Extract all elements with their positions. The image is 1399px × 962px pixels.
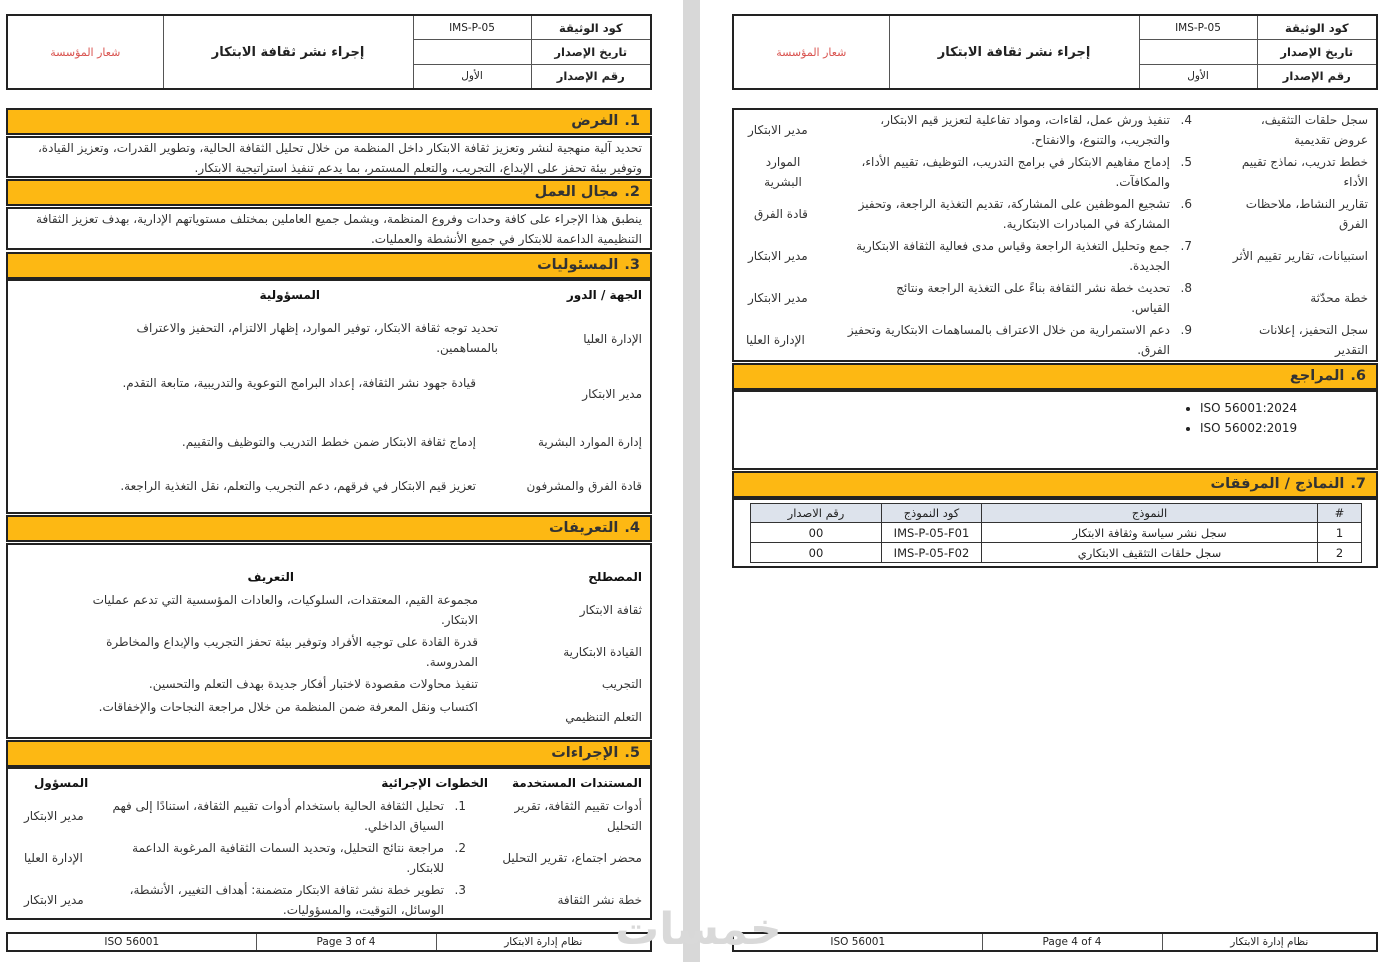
procedure-step-number: 1.	[454, 799, 466, 813]
procedure-step-cell: تحليل الثقافة الحالية باستخدام أدوات تقييم الثقافة، استنادًا إلى فهم السياق الداخلي.	[112, 799, 444, 833]
section-definitions-body	[6, 543, 652, 739]
role-cell: الإدارة العليا	[583, 332, 642, 346]
procedure-step-number: 7.	[1180, 239, 1192, 253]
procedure-owner-cell: مدير الابتكار	[24, 893, 84, 907]
procedure-docs-cell: سجل حلقات التثقيف، عروض تقديمية	[1260, 113, 1368, 147]
form-number: 1	[1318, 523, 1362, 543]
form-version: 00	[751, 523, 882, 543]
footer-standard: ISO 56001	[733, 933, 982, 951]
footer-page-number: Page 4 of 4	[982, 933, 1162, 951]
section-scope-body	[6, 207, 652, 250]
procedure-step-cell: تحديث خطة نشر الثقافة بناءً على التغذية الراجعة ونتائج القياس.	[896, 281, 1170, 315]
form-name[interactable]: سجل حلقات التثقيف الابتكاري	[982, 543, 1318, 563]
form-name[interactable]: سجل نشر سياسة وثقافة الابتكار	[982, 523, 1318, 543]
procedure-docs-cell: تقارير النشاط، ملاحظات الفرق	[1245, 197, 1368, 231]
procedure-step-cell: تشجيع الموظفين على المشاركة، تقديم التغذية الراجعة، وتحفيز المشاركة في المبادرات الابتكارية.	[858, 197, 1170, 231]
form-number: 2	[1318, 543, 1362, 563]
section-scope-heading: 2.مجال العمل	[6, 179, 652, 206]
col-owner-header: المسؤول	[34, 776, 89, 790]
reference-item: • ISO 56001:2024	[1200, 398, 1297, 418]
col-role-header: الجهة / الدور	[566, 288, 642, 302]
document-title: إجراء نشر ثقافة الابتكار	[163, 15, 413, 89]
doc-code: IMS-P-05	[413, 15, 531, 40]
procedure-step-cell: دعم الاستمرارية من خلال الاعتراف بالمساهمات الابتكارية وتحفيز الفرق.	[847, 323, 1170, 357]
procedure-step-cell: تطوير خطة نشر ثقافة الابتكار متضمنة: أهداف التغيير، الأنشطة، الوسائل، التوقيت، والمسؤوليات.	[129, 883, 444, 917]
procedure-owner-cell: مدير الابتكار	[24, 809, 84, 823]
procedure-step-number: 6.	[1180, 197, 1192, 211]
section-responsibilities-heading: 3.المسئوليات	[6, 252, 652, 279]
organization-logo: شعار المؤسسة	[7, 15, 163, 89]
footer-page-number: Page 3 of 4	[256, 933, 436, 951]
form-version: 00	[751, 543, 882, 563]
procedure-step-cell: جمع وتحليل التغذية الراجعة وقياس مدى فعالية الثقافة الابتكارية الجديدة.	[856, 239, 1170, 273]
section-procedures-continued	[732, 108, 1378, 362]
forms-col-name: النموذج	[982, 504, 1318, 523]
role-cell: مدير الابتكار	[582, 387, 642, 401]
role-cell: قادة الفرق والمشرفون	[526, 479, 642, 493]
section-definitions-heading: 4.التعريفات	[6, 515, 652, 542]
procedure-docs-cell: خطة محدّثة	[1310, 291, 1368, 305]
table-row	[751, 523, 1362, 543]
page-gap	[683, 0, 700, 962]
definition-cell: قدرة القادة على توجيه الأفراد وتوفير بيئة تحفز التجريب والإبداع والمخاطرة المدروسة.	[106, 635, 478, 669]
definition-cell: مجموعة القيم، المعتقدات، السلوكيات، والعادات المؤسسية التي تدعم عمليات الابتكار.	[92, 593, 478, 627]
page-3	[0, 0, 683, 962]
definition-cell: اكتساب ونقل المعرفة ضمن المنظمة من خلال مراجعة النجاحات والإخفاقات.	[98, 700, 478, 714]
term-cell: ثقافة الابتكار	[579, 603, 642, 617]
section-references-heading: 6.المراجع	[732, 363, 1378, 390]
section-procedures-heading: 5.الإجراءات	[6, 740, 652, 767]
issue-date	[1139, 40, 1257, 64]
responsibility-cell: قيادة جهود نشر الثقافة، إعداد البرامج التوعوية والتدريبية، متابعة التقدم.	[122, 376, 476, 390]
procedure-docs-cell: محضر اجتماع، تقرير التحليل	[502, 851, 642, 865]
forms-table	[750, 503, 1362, 563]
col-responsibility-header: المسؤولية	[259, 288, 320, 302]
section-purpose-heading: 1.الغرض	[6, 108, 652, 135]
references-list	[1200, 398, 1297, 438]
section-purpose-body	[6, 136, 652, 178]
procedure-owner-cell: الإدارة العليا	[24, 851, 83, 865]
procedure-owner-cell: مدير الابتكار	[748, 249, 808, 263]
form-code: IMS-P-05-F02	[882, 543, 982, 563]
procedure-step-cell: إدماج مفاهيم الابتكار في برامج التدريب، التوظيف، تقييم الأداء، والمكافآت.	[861, 155, 1170, 189]
procedure-docs-cell: أدوات تقييم الثقافة، تقرير التحليل	[514, 799, 642, 833]
role-cell: إدارة الموارد البشرية	[537, 435, 642, 449]
col-definition-header: التعريف	[247, 570, 294, 584]
forms-col-code: كود النموذج	[882, 504, 982, 523]
document-header	[732, 14, 1378, 90]
footer-standard: ISO 56001	[7, 933, 256, 951]
procedure-step-number: 9.	[1180, 323, 1192, 337]
issue-date	[413, 40, 531, 64]
section-references-body	[732, 390, 1378, 470]
section-forms-heading: 7.النماذج / المرفقات	[732, 471, 1378, 498]
reference-item: • ISO 56002:2019	[1200, 418, 1297, 438]
procedure-docs-cell: استبيانات، تقارير تقييم الأثر	[1232, 249, 1368, 263]
table-row	[751, 543, 1362, 563]
form-code: IMS-P-05-F01	[882, 523, 982, 543]
scope-text: ينطبق هذا الإجراء على كافة وحدات وفروع المنظمة، ويشمل جميع العاملين بمختلف مستوياتهم الإدارية، بهدف تعزيز الثقافة التنظيمية الداعمة للابتكار في جميع الأنشطة والعمليات.	[36, 212, 642, 246]
forms-col-version: رقم الاصدار	[751, 504, 882, 523]
responsibility-cell: إدماج ثقافة الابتكار ضمن خطط التدريب والتوظيف والتقييم.	[181, 435, 476, 449]
page-footer	[732, 932, 1378, 952]
issue-date-label: تاريخ الإصدار	[531, 40, 651, 64]
responsibility-cell: تعزيز قيم الابتكار في فرقهم، دعم التجريب والتعلم، نقل التغذية الراجعة.	[120, 479, 476, 493]
footer-system: نظام إدارة الابتكار	[436, 933, 651, 951]
doc-code-label: كود الوثيقة	[1257, 15, 1377, 40]
issue-date-label: تاريخ الإصدار	[1257, 40, 1377, 64]
issue-number-label: رقم الإصدار	[1257, 64, 1377, 89]
section-procedures-body	[6, 767, 652, 920]
procedure-step-cell: مراجعة نتائج التحليل، وتحديد السمات الثقافية المرغوبة الداعمة للابتكار.	[132, 841, 444, 875]
term-cell: القيادة الابتكارية	[563, 645, 642, 659]
procedure-owner-cell: مدير الابتكار	[748, 291, 808, 305]
responsibility-cell: تحديد توجه ثقافة الابتكار، توفير الموارد، إظهار الالتزام، التحفيز والاعتراف بالمساهمين.	[136, 321, 498, 355]
document-header	[6, 14, 652, 90]
procedure-step-cell: تنفيذ ورش عمل، لقاءات، ومواد تفاعلية لتعزيز قيم الابتكار، والتجريب، والتنوع، والانفتاح.	[880, 113, 1170, 147]
issue-number: الأول	[413, 64, 531, 89]
procedure-docs-cell: خطة نشر الثقافة	[557, 893, 642, 907]
col-steps-header: الخطوات الإجرائية	[381, 776, 488, 790]
term-cell: التجريب	[601, 677, 642, 691]
procedure-docs-cell: سجل التحفيز، إعلانات التقدير	[1258, 323, 1368, 357]
purpose-text: تحديد آلية منهجية لنشر وتعزيز ثقافة الابتكار داخل المنظمة من خلال تحليل الثقافة الحالية، وتطوير القدرات، وتعزيز القيادة، وتوفير بيئة تحفز على الإبداع، التجريب، والتعلم المستمر، بما يدعم تنفيذ استراتيجية الابتكار.	[37, 141, 642, 175]
footer-system: نظام إدارة الابتكار	[1162, 933, 1377, 951]
doc-code-label: كود الوثيقة	[531, 15, 651, 40]
organization-logo: شعار المؤسسة	[733, 15, 889, 89]
page-footer	[6, 932, 652, 952]
procedure-step-number: 3.	[454, 883, 466, 897]
procedure-owner-cell: قادة الفرق	[754, 207, 808, 221]
section-responsibilities-body	[6, 279, 652, 514]
issue-number-label: رقم الإصدار	[531, 64, 651, 89]
term-cell: التعلم التنظيمي	[565, 710, 642, 724]
page-4	[700, 0, 1399, 962]
procedure-docs-cell: خطط تدريب، نماذج تقييم الأداء	[1241, 155, 1368, 189]
watermark: خمسات	[615, 904, 782, 955]
col-docs-header: المستندات المستخدمة	[511, 776, 642, 790]
document-title: إجراء نشر ثقافة الابتكار	[889, 15, 1139, 89]
doc-code: IMS-P-05	[1139, 15, 1257, 40]
procedure-step-number: 5.	[1180, 155, 1192, 169]
issue-number: الأول	[1139, 64, 1257, 89]
definition-cell: تنفيذ محاولات مقصودة لاختبار أفكار جديدة بهدف التعلم والتحسين.	[148, 677, 478, 691]
procedure-step-number: 4.	[1180, 113, 1192, 127]
forms-col-number: #	[1318, 504, 1362, 523]
procedure-owner-cell: الموارد البشرية	[764, 155, 802, 189]
procedure-owner-cell: مدير الابتكار	[748, 123, 808, 137]
col-term-header: المصطلح	[588, 570, 642, 584]
procedure-owner-cell: الإدارة العليا	[746, 333, 805, 347]
section-forms-body	[732, 498, 1378, 568]
procedure-step-number: 8.	[1180, 281, 1192, 295]
procedure-step-number: 2.	[454, 841, 466, 855]
